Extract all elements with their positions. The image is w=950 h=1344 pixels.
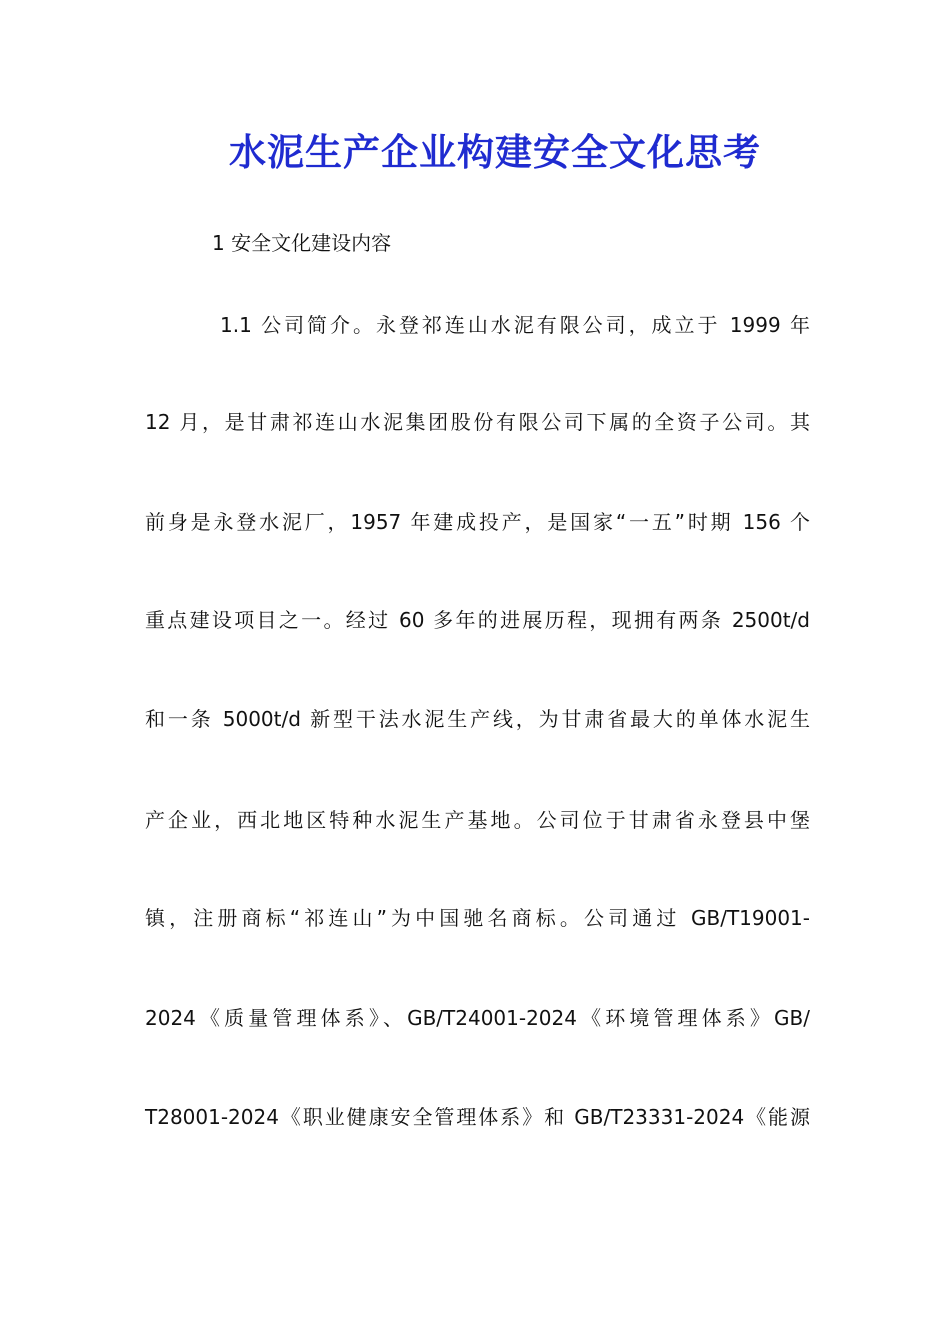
- paragraph-line: 前身是永登水泥厂，1957 年建成投产，是国家“一五”时期 156 个: [145, 510, 810, 534]
- paragraph-line: 12 月，是甘肃祁连山水泥集团股份有限公司下属的全资子公司。其: [145, 410, 810, 434]
- paragraph-line: 产企业，西北地区特种水泥生产基地。公司位于甘肃省永登县中堡: [145, 808, 810, 832]
- paragraph-line: 2024《质量管理体系》、GB/T24001-2024《环境管理体系》GB/: [145, 1006, 810, 1030]
- paragraph-line: 镇，注册商标“祁连山”为中国驰名商标。公司通过 GB/T19001-: [145, 906, 810, 930]
- section-heading: 1 安全文化建设内容: [212, 231, 392, 255]
- paragraph-line: 重点建设项目之一。经过 60 多年的进展历程，现拥有两条 2500t/d: [145, 608, 810, 632]
- paragraph-line: 1.1 公司简介。永登祁连山水泥有限公司，成立于 1999 年: [220, 313, 810, 337]
- paragraph-line: 和一条 5000t/d 新型干法水泥生产线，为甘肃省最大的单体水泥生: [145, 707, 810, 731]
- paragraph-line: T28001-2024《职业健康安全管理体系》和 GB/T23331-2024《能源: [145, 1105, 810, 1129]
- document-title: 水泥生产企业构建安全文化思考: [229, 130, 761, 174]
